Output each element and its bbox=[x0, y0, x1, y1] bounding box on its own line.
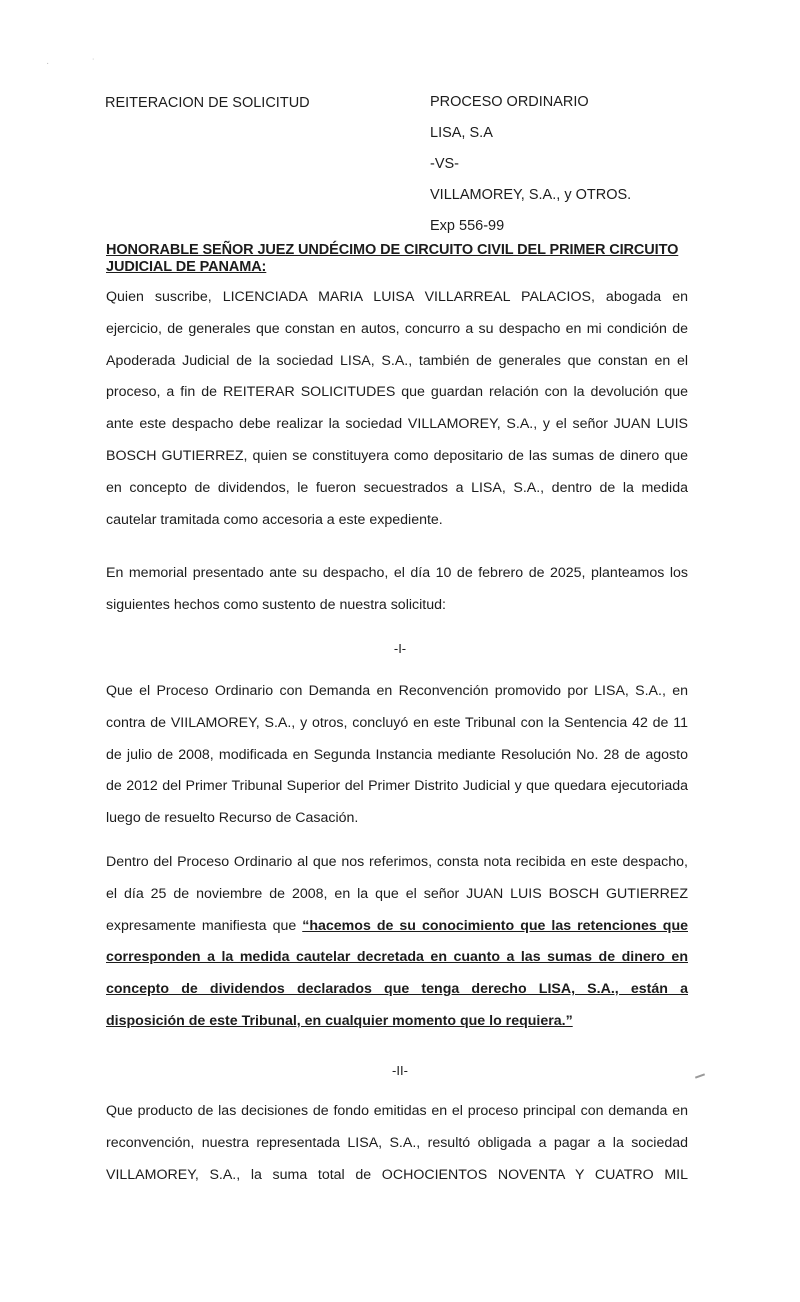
paragraph-producto bbox=[106, 1096, 688, 1191]
text-line: ante este despacho debe realizar la sociedad VILLAMOREY, S.A., y el señor JUAN LUIS bbox=[106, 416, 688, 433]
quoted-statement: disposición de este Tribunal, en cualquier momento que lo requiera.” bbox=[106, 1012, 573, 1029]
case-line: -VS- bbox=[430, 156, 459, 172]
text-line: VILLAMOREY, S.A., la suma total de OCHOCIENTOS NOVENTA Y CUATRO MIL bbox=[106, 1166, 688, 1183]
scan-speck: · bbox=[46, 58, 50, 69]
section-number-one: -I- bbox=[393, 641, 407, 656]
text-line: luego de resuelto Recurso de Casación. bbox=[106, 810, 359, 827]
case-line: VILLAMOREY, S.A., y OTROS. bbox=[430, 187, 632, 203]
text-line: Que el Proceso Ordinario con Demanda en Reconvención promovido por LISA, S.A., en bbox=[106, 683, 688, 699]
text-line: de julio de 2008, modificada en Segunda Instancia mediante Resolución No. 28 de agosto bbox=[106, 746, 688, 763]
case-line: LISA, S.A bbox=[430, 125, 493, 141]
text-line: en concepto de dividendos, le fueron secuestrados a LISA, S.A., dentro de la medida bbox=[106, 479, 688, 496]
case-caption bbox=[430, 94, 631, 249]
case-line: Exp 556-99 bbox=[430, 218, 505, 234]
text-line: proceso, a fin de REITERAR SOLICITUDES que guardan relación con la devolución que bbox=[106, 384, 688, 401]
paragraph-proceso bbox=[106, 676, 688, 835]
addressee-line: HONORABLE SEÑOR JUEZ UNDÉCIMO DE CIRCUITO CIVIL DEL PRIMER CIRCUITO bbox=[106, 242, 679, 258]
paragraph-nota bbox=[106, 847, 688, 1038]
text-line: Apoderada Judicial de la sociedad LISA, S.A., también de generales que constan en el bbox=[106, 352, 688, 369]
text-line bbox=[106, 911, 688, 943]
text-line: reconvención, nuestra representada LISA, S.A., resultó obligada a pagar a la sociedad bbox=[106, 1134, 688, 1151]
text-line: En memorial presentado ante su despacho, el día 10 de febrero de 2025, planteamos los bbox=[106, 565, 688, 581]
text-line: contra de VIILAMOREY, S.A., y otros, concluyó en este Tribunal con la Sentencia 42 de 11 bbox=[106, 714, 688, 731]
section-number-two: -II- bbox=[392, 1063, 408, 1078]
text-line: Que producto de las decisiones de fondo emitidas en el proceso principal con demanda en bbox=[106, 1103, 688, 1119]
text-line: BOSCH GUTIERREZ, quien se constituyera como depositario de las sumas de dinero que bbox=[106, 447, 688, 464]
text-line: ejercicio, de generales que constan en autos, concurro a su despacho en mi condición de bbox=[106, 320, 688, 337]
scan-speck: ˙ bbox=[92, 58, 96, 69]
quoted-statement: corresponden a la medida cautelar decretada en cuanto a las sumas de dinero en bbox=[106, 949, 688, 966]
text-line: cautelar tramitada como accesoria a este expediente. bbox=[106, 511, 443, 528]
text-line: Quien suscribe, LICENCIADA MARIA LUISA VILLARREAL PALACIOS, abogada en bbox=[106, 289, 688, 305]
text-line: de 2012 del Primer Tribunal Superior del Primer Distrito Judicial y que quedara ejecutoriada bbox=[106, 778, 688, 795]
text-line: siguientes hechos como sustento de nuestra solicitud: bbox=[106, 596, 446, 613]
case-line: PROCESO ORDINARIO bbox=[430, 94, 589, 110]
paragraph-intro bbox=[106, 282, 688, 536]
text-line: el día 25 de noviembre de 2008, en la que el señor JUAN LUIS BOSCH GUTIERREZ bbox=[106, 885, 688, 902]
quoted-statement: concepto de dividendos declarados que tenga derecho LISA, S.A., están a bbox=[106, 981, 688, 998]
addressee-line: JUDICIAL DE PANAMA: bbox=[106, 259, 267, 275]
addressee-heading bbox=[106, 242, 686, 276]
text-line: Dentro del Proceso Ordinario al que nos referimos, consta nota recibida en este despacho, bbox=[106, 854, 688, 870]
document-title: REITERACION DE SOLICITUD bbox=[105, 95, 310, 111]
lead-in-text: expresamente manifiesta que bbox=[106, 917, 303, 934]
paragraph-memorial bbox=[106, 558, 688, 622]
quoted-statement: “hacemos de su conocimiento que las retenciones que bbox=[302, 917, 688, 934]
